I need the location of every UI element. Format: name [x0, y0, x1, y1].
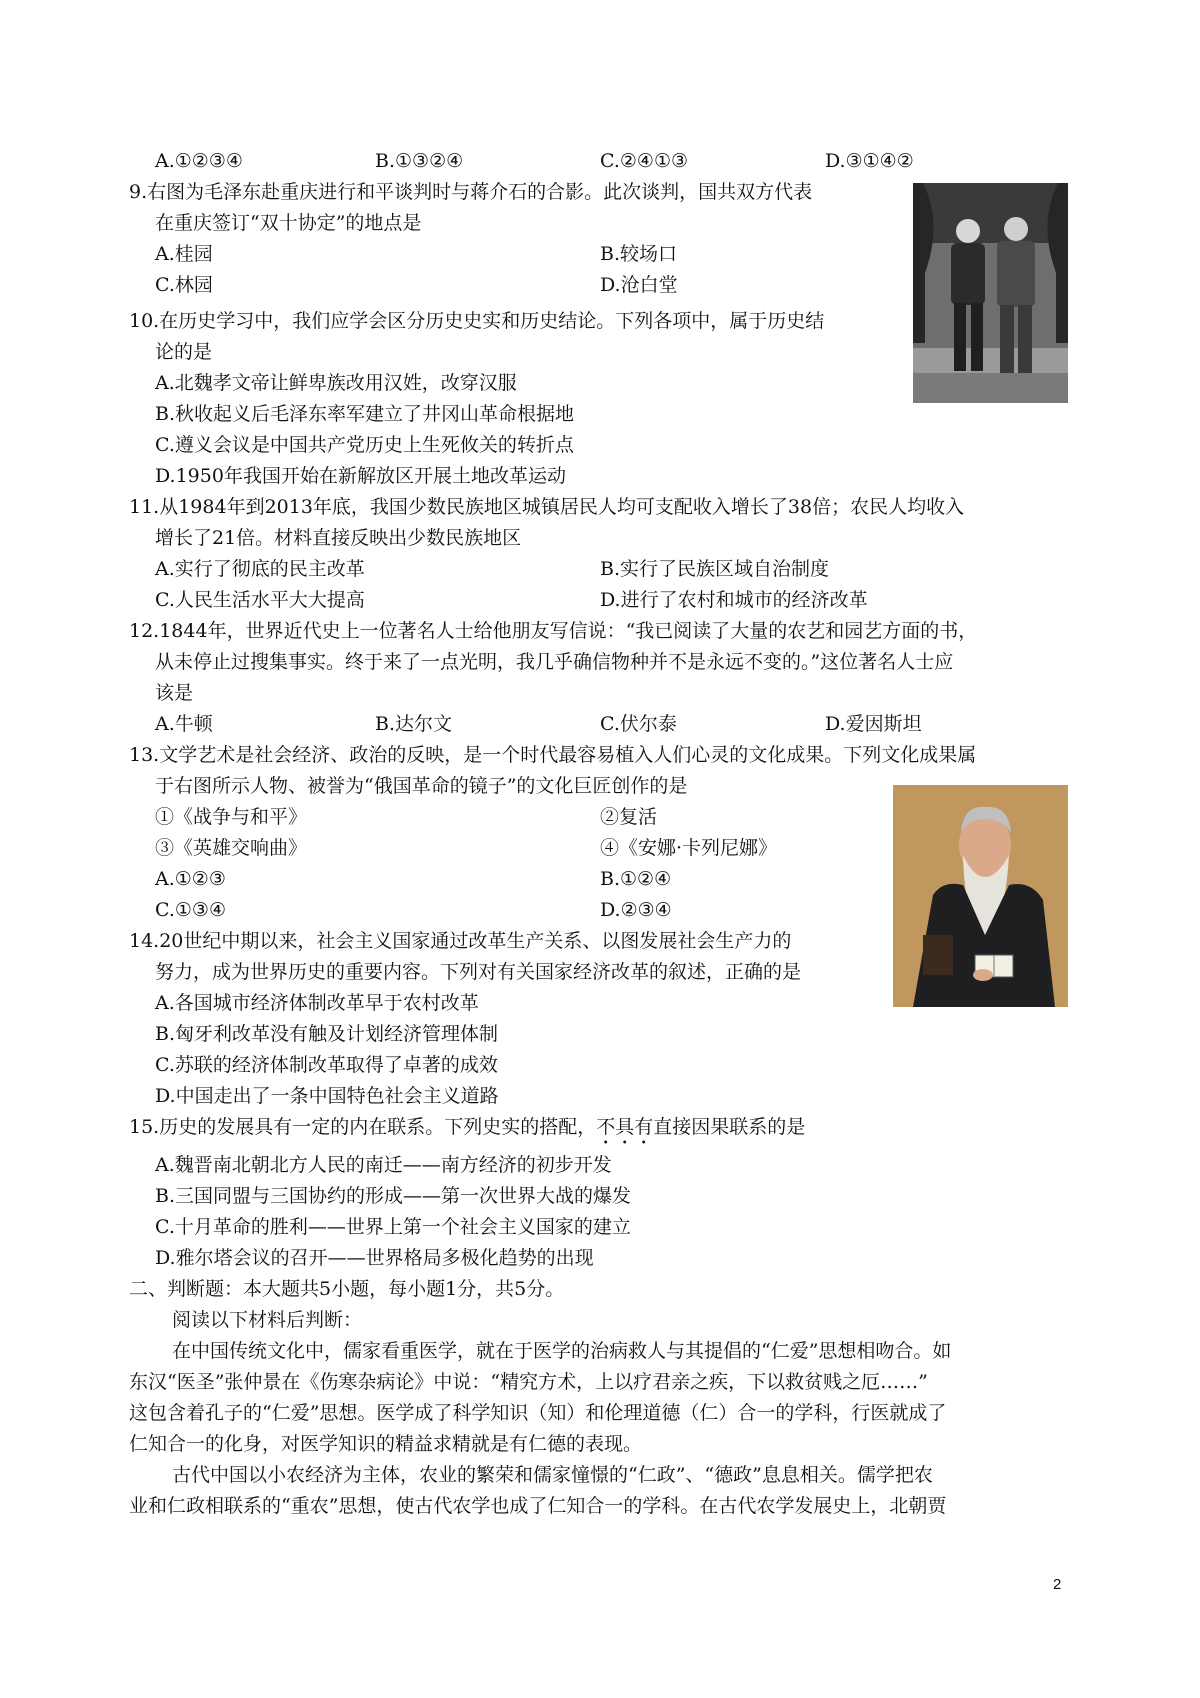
q8-option-c: C.②④①③ — [600, 150, 689, 172]
q14-stem-line2: 努力，成为世界历史的重要内容。下列对有关国家经济改革的叙述，正确的是 — [155, 961, 802, 983]
q13-option-b: B.①②④ — [600, 868, 672, 890]
q8-option-a: A.①②③④ — [155, 150, 243, 172]
q10-option-d: D.1950年我国开始在新解放区开展土地改革运动 — [155, 465, 566, 487]
q11-option-a: A.实行了彻底的民主改革 — [155, 558, 365, 580]
q9-stem-line2: 在重庆签订“双十协定”的地点是 — [155, 212, 422, 234]
q12-option-d: D.爱因斯坦 — [825, 713, 922, 735]
passage-p1-line4: 仁知合一的化身，对医学知识的精益求精就是有仁德的表现。 — [129, 1433, 643, 1455]
q13-item-3: ③《英雄交响曲》 — [155, 837, 308, 859]
q13-option-c: C.①③④ — [155, 899, 226, 921]
q12-stem-line2: 从未停止过搜集事实。终于来了一点光明，我几乎确信物种并不是永远不变的。”这位著名人士应 — [155, 651, 954, 673]
q9-option-d: D.沧白堂 — [600, 274, 678, 296]
section2-heading: 二、判断题：本大题共5小题，每小题1分，共5分。 — [129, 1278, 565, 1300]
q11-stem-line2: 增长了21倍。材料直接反映出少数民族地区 — [155, 527, 522, 549]
q10-stem-line1: 10.在历史学习中，我们应学会区分历史史实和历史结论。下列各项中，属于历史结 — [129, 310, 825, 332]
q10-option-a: A.北魏孝文帝让鲜卑族改用汉姓，改穿汉服 — [155, 372, 517, 394]
q12-stem-line3: 该是 — [155, 682, 194, 704]
q11-option-d: D.进行了农村和城市的经济改革 — [600, 589, 868, 611]
passage-p1-line2: 东汉“医圣”张仲景在《伤寒杂病论》中说：“精究方术，上以疗君亲之疾，下以救贫贱之厄……” — [129, 1371, 928, 1393]
q9-stem-line1: 9.右图为毛泽东赴重庆进行和平谈判时与蒋介石的合影。此次谈判，国共双方代表 — [129, 181, 813, 203]
passage-p2-line2: 业和仁政相联系的“重农”思想，使古代农学也成了仁知合一的学科。在古代农学发展史上，北朝贾 — [129, 1495, 947, 1517]
q14-option-b: B.匈牙利改革没有触及计划经济管理体制 — [155, 1023, 499, 1045]
q13-item-4: ④《安娜·卡列尼娜》 — [600, 837, 778, 859]
q10-option-c: C.遵义会议是中国共产党历史上生死攸关的转折点 — [155, 434, 574, 456]
q15-option-a: A.魏晋南北朝北方人民的南迁——南方经济的初步开发 — [155, 1154, 612, 1176]
q11-option-b: B.实行了民族区域自治制度 — [600, 558, 830, 580]
q12-option-c: C.伏尔泰 — [600, 713, 677, 735]
q15-stem-before: 15.历史的发展具有一定的内在联系。下列史实的搭配， — [129, 1116, 597, 1138]
q9-option-b: B.较场口 — [600, 243, 678, 265]
passage-p1-line1: 在中国传统文化中，儒家看重医学，就在于医学的治病救人与其提倡的“仁爱”思想相吻合。如 — [172, 1340, 952, 1362]
q11-option-c: C.人民生活水平大大提高 — [155, 589, 365, 611]
q12-stem-line1: 12.1844年，世界近代史上一位著名人士给他朋友写信说：“我已阅读了大量的农艺和园艺方面的书， — [129, 620, 978, 642]
q13-item-1: ①《战争与和平》 — [155, 806, 308, 828]
q12-option-b: B.达尔文 — [375, 713, 453, 735]
q15-option-b: B.三国同盟与三国协约的形成——第一次世界大战的爆发 — [155, 1185, 632, 1207]
q10-option-b: B.秋收起义后毛泽东率军建立了井冈山革命根据地 — [155, 403, 575, 425]
q14-option-d: D.中国走出了一条中国特色社会主义道路 — [155, 1085, 499, 1107]
q9-option-c: C.林园 — [155, 274, 213, 296]
q13-item-2: ②复活 — [600, 806, 658, 828]
q15-stem-emphasis: 不具有 — [596, 1116, 654, 1138]
q14-option-a: A.各国城市经济体制改革早于农村改革 — [155, 992, 479, 1014]
section2-instruction: 阅读以下材料后判断： — [172, 1309, 363, 1331]
q14-option-c: C.苏联的经济体制改革取得了卓著的成效 — [155, 1054, 498, 1076]
passage-p2-line1: 古代中国以小农经济为主体，农业的繁荣和儒家憧憬的“仁政”、“德政”息息相关。儒学把农 — [172, 1464, 933, 1486]
q13-stem-line2: 于右图所示人物、被誉为“俄国革命的镜子”的文化巨匠创作的是 — [155, 775, 688, 797]
q13-stem-line1: 13.文学艺术是社会经济、政治的反映，是一个时代最容易植入人们心灵的文化成果。下列文化成果属 — [129, 744, 977, 766]
q15-stem — [129, 1115, 805, 1149]
q8-option-b: B.①③②④ — [375, 150, 464, 172]
q14-stem-line1: 14.20世纪中期以来，社会主义国家通过改革生产关系、以图发展社会生产力的 — [129, 930, 792, 952]
tolstoy-portrait — [893, 785, 1068, 1007]
q10-stem-line2: 论的是 — [155, 341, 213, 363]
q15-option-d: D.雅尔塔会议的召开——世界格局多极化趋势的出现 — [155, 1247, 594, 1269]
q9-option-a: A.桂园 — [155, 243, 213, 265]
mao-chiang-photo — [913, 183, 1068, 403]
q8-option-d: D.③①④② — [825, 150, 914, 172]
q12-option-a: A.牛顿 — [155, 713, 213, 735]
page-number: 2 — [1053, 1576, 1062, 1593]
q13-option-a: A.①②③ — [155, 868, 226, 890]
q13-option-d: D.②③④ — [600, 899, 672, 921]
q11-stem-line1: 11.从1984年到2013年底，我国少数民族地区城镇居民人均可支配收入增长了38倍；农民人均收入 — [129, 496, 965, 518]
q15-stem-after: 直接因果联系的是 — [653, 1116, 806, 1138]
q15-option-c: C.十月革命的胜利——世界上第一个社会主义国家的建立 — [155, 1216, 631, 1238]
passage-p1-line3: 这包含着孔子的“仁爱”思想。医学成了科学知识（知）和伦理道德（仁）合一的学科，行医就成了 — [129, 1402, 947, 1424]
